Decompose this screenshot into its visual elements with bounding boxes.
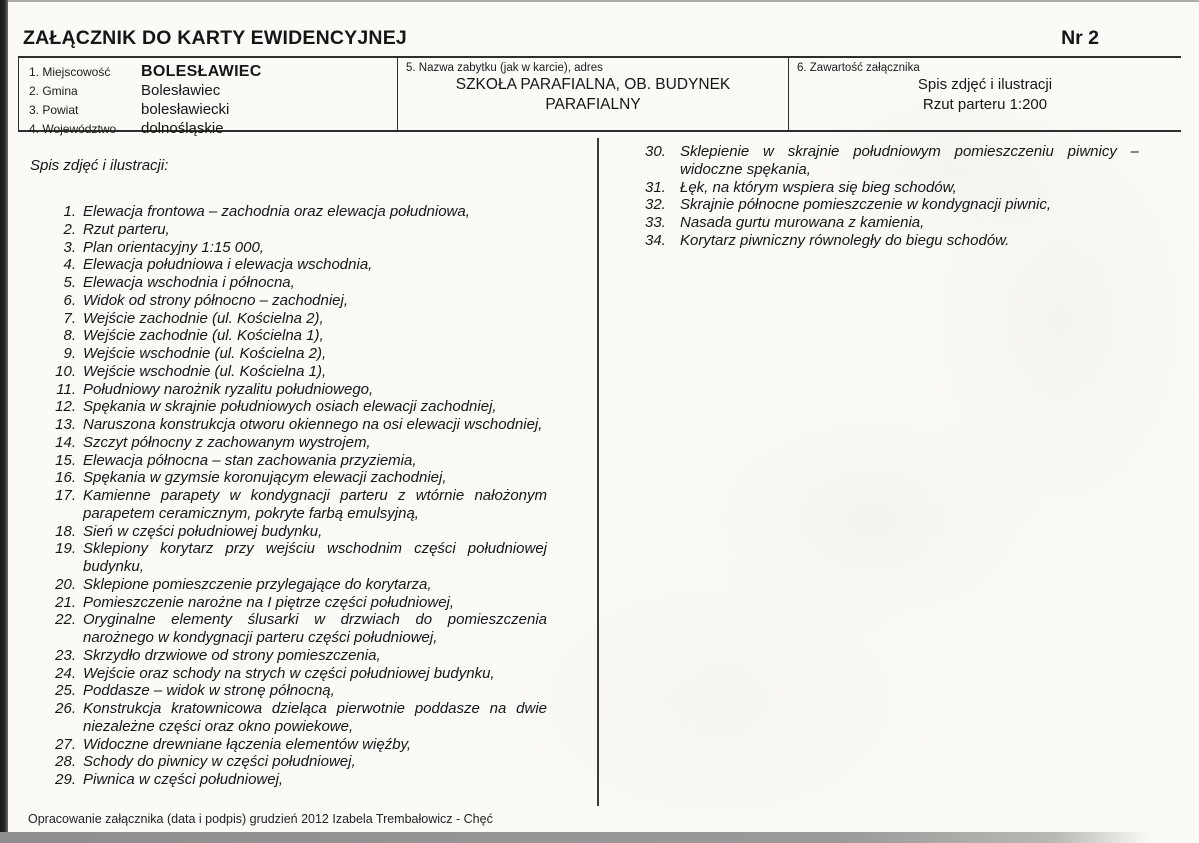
field-miejscowosc <box>29 63 387 80</box>
list-item-number: 23. <box>55 646 76 664</box>
list-item-number: 7. <box>63 309 76 327</box>
column-divider <box>597 138 599 806</box>
list-item <box>645 179 1139 197</box>
list-item-text: Oryginalne elementy ślusarki w drzwiach do pomieszczenia narożnego w kondygnacji parteru części południowej, <box>83 611 547 646</box>
list-item-number: 33. <box>645 214 666 231</box>
list-item-text: Korytarz piwniczny równoległy do biegu schodów. <box>680 231 1010 249</box>
list-item <box>30 487 547 523</box>
list-item <box>30 452 547 470</box>
list-item-text: Skrajnie północne pomieszczenie w kondygnacji piwnic, <box>680 196 1052 214</box>
list-item-number: 25. <box>55 682 76 700</box>
list-item-number: 29. <box>55 771 76 788</box>
list-item-number: 20. <box>55 575 76 593</box>
field-label: 6. Zawartość załącznika <box>797 62 920 74</box>
photo-list-items-1-29 <box>30 203 547 789</box>
list-item-text: Konstrukcja kratownicowa dzieląca pierwotnie poddasze na dwie niezależne części oraz okno powiekowe, <box>83 700 547 735</box>
list-item-text: Plan orientacyjny 1:15 000, <box>83 238 264 256</box>
list-item-number: 30. <box>645 143 666 160</box>
list-item-number: 17. <box>55 487 76 504</box>
monument-name-line2: PARAFIALNY <box>545 96 641 113</box>
list-item-number: 11. <box>56 380 76 398</box>
field-wojewodztwo <box>29 120 387 137</box>
list-item-number: 13. <box>55 416 76 433</box>
list-item-number: 27. <box>55 735 76 753</box>
list-item <box>30 736 547 754</box>
footer-note: Opracowanie załącznika (data i podpis) grudzień 2012 Izabela Trembałowicz - Chęć <box>28 812 493 826</box>
list-item-text: Łęk, na którym wspiera się bieg schodów, <box>680 178 957 196</box>
list-item <box>30 753 547 771</box>
field-label: 4. Województwo <box>29 122 117 136</box>
list-item <box>30 292 547 310</box>
list-item-number: 32. <box>645 196 666 214</box>
list-item-number: 1. <box>63 203 76 220</box>
list-heading: Spis zdjęć i ilustracji: <box>30 157 169 174</box>
field-label: 2. Gmina <box>29 84 78 98</box>
list-item <box>30 239 547 257</box>
list-item-text: Sień w części południowej budynku, <box>83 522 323 540</box>
list-item-text: Skrzydło drzwiowe od strony pomieszczenia, <box>83 646 381 664</box>
field-value: bolesławiecki <box>141 101 230 118</box>
list-item-number: 24. <box>55 664 76 682</box>
list-item-text: Wejście zachodnie (ul. Kościelna 1), <box>83 327 324 345</box>
list-item-text: Wejście wschodnie (ul. Kościelna 2), <box>83 345 327 362</box>
list-item-text: Elewacja wschodnia i północna, <box>83 274 295 291</box>
list-item-number: 26. <box>55 700 76 717</box>
list-item <box>30 221 547 239</box>
list-item <box>30 345 547 363</box>
scan-edge-left <box>0 0 8 843</box>
field-label: 1. Miejscowość <box>29 65 111 79</box>
list-item-number: 2. <box>63 220 76 238</box>
list-item <box>30 363 547 381</box>
list-item <box>30 327 547 345</box>
document-title: ZAŁĄCZNIK DO KARTY EWIDENCYJNEJ <box>23 27 407 49</box>
list-item <box>30 771 547 789</box>
list-item-number: 9. <box>63 345 76 362</box>
list-item-number: 31. <box>645 178 666 196</box>
list-item <box>645 232 1139 250</box>
list-item-number: 12. <box>55 398 76 416</box>
list-item-text: Pomieszczenie narożne na I piętrze części południowej, <box>83 593 455 611</box>
list-item-number: 34. <box>645 231 666 249</box>
list-item <box>30 611 547 647</box>
list-item-text: Sklepienie w skrajnie południowym pomieszczeniu piwnicy – widoczne spękania, <box>680 143 1139 178</box>
list-item <box>30 594 547 612</box>
list-item <box>30 310 547 328</box>
field-value: dolnośląskie <box>141 120 224 137</box>
field-gmina <box>29 82 387 99</box>
list-item-number: 18. <box>55 522 76 540</box>
list-item-text: Kamienne parapety w kondygnacji parteru z wtórnie nałożonym parapetem ceramicznym, pokryte farbą emulsyjną, <box>83 487 547 522</box>
list-item-text: Naruszona konstrukcja otworu okiennego na osi elewacji wschodniej, <box>83 416 543 433</box>
list-item-number: 16. <box>55 469 76 487</box>
list-item-number: 15. <box>55 451 76 469</box>
list-item <box>30 398 547 416</box>
list-item-number: 4. <box>63 256 76 274</box>
list-item-number: 14. <box>55 433 76 451</box>
attachment-number: Nr 2 <box>1061 27 1099 49</box>
list-item <box>645 143 1139 179</box>
list-item-number: 22. <box>55 611 76 629</box>
contents-line1: Spis zdjęć i ilustracji <box>917 76 1053 93</box>
list-item-number: 21. <box>55 593 76 611</box>
list-item-text: Wejście wschodnie (ul. Kościelna 1), <box>83 362 327 380</box>
list-item-text: Wejście zachodnie (ul. Kościelna 2), <box>83 309 324 327</box>
list-item-number: 19. <box>55 540 76 558</box>
list-item-text: Spękania w skrajnie południowych osiach elewacji zachodniej, <box>83 398 497 416</box>
header-cell-monument-name <box>397 58 788 130</box>
list-item <box>30 647 547 665</box>
header-table <box>18 56 1181 137</box>
list-column-right <box>645 143 1139 250</box>
list-item-text: Sklepiony korytarz przy wejściu wschodnim części południowej budynku, <box>83 540 547 575</box>
header-cell-location <box>18 58 397 137</box>
list-item <box>30 576 547 594</box>
header-cell-contents <box>788 58 1181 130</box>
list-item <box>30 665 547 683</box>
photo-list-items-30-34 <box>645 143 1139 250</box>
list-item-number: 5. <box>63 274 76 291</box>
list-item-text: Rzut parteru, <box>83 220 170 238</box>
list-item <box>645 214 1139 232</box>
list-item-number: 3. <box>63 238 76 256</box>
monument-name-line1: SZKOŁA PARAFIALNA, OB. BUDYNEK <box>455 76 731 93</box>
list-item-text: Poddasze – widok w stronę północną, <box>83 682 335 700</box>
list-column-left <box>30 157 547 789</box>
list-item-number: 28. <box>55 753 76 771</box>
list-item <box>645 196 1139 214</box>
list-item <box>30 381 547 399</box>
list-item <box>30 256 547 274</box>
list-item-text: Sklepione pomieszczenie przylegające do korytarza, <box>83 575 432 593</box>
list-item <box>30 540 547 576</box>
list-item-text: Schody do piwnicy w części południowej, <box>83 753 356 771</box>
list-item-number: 6. <box>63 291 76 309</box>
list-item-text: Widok od strony północno – zachodniej, <box>83 291 349 309</box>
scan-edge-bottom <box>0 832 1199 843</box>
list-item-number: 10. <box>55 362 76 380</box>
list-item <box>30 416 547 434</box>
field-label: 3. Powiat <box>29 103 79 117</box>
list-item-text: Szczyt północny z zachowanym wystrojem, <box>83 433 371 451</box>
list-item-text: Południowy narożnik ryzalitu południowego, <box>83 380 374 398</box>
field-label: 5. Nazwa zabytku (jak w karcie), adres <box>406 62 603 74</box>
scan-edge-top <box>8 0 1199 2</box>
list-item <box>30 700 547 736</box>
list-item <box>30 523 547 541</box>
list-item-text: Elewacja frontowa – zachodnia oraz elewacja południowa, <box>83 203 470 220</box>
contents-line2: Rzut parteru 1:200 <box>922 96 1048 113</box>
list-item <box>30 682 547 700</box>
list-item-text: Widoczne drewniane łączenia elementów więźby, <box>83 735 412 753</box>
field-value: Bolesławiec <box>141 82 221 99</box>
list-item <box>30 274 547 292</box>
field-value: BOLESŁAWIEC <box>141 63 262 80</box>
list-item-text: Elewacja północna – stan zachowania przyziemia, <box>83 451 417 469</box>
list-item-text: Wejście oraz schody na strych w części południowej budynku, <box>83 664 495 682</box>
list-item-text: Nasada gurtu murowana z kamienia, <box>680 214 925 231</box>
list-item-text: Spękania w gzymsie koronującym elewacji zachodniej, <box>83 469 447 487</box>
list-item-text: Elewacja południowa i elewacja wschodnia, <box>83 256 373 274</box>
list-item-number: 8. <box>63 327 76 345</box>
list-item <box>30 434 547 452</box>
field-powiat <box>29 101 387 118</box>
list-item <box>30 203 547 221</box>
list-item-text: Piwnica w części południowej, <box>83 771 284 788</box>
list-item <box>30 469 547 487</box>
